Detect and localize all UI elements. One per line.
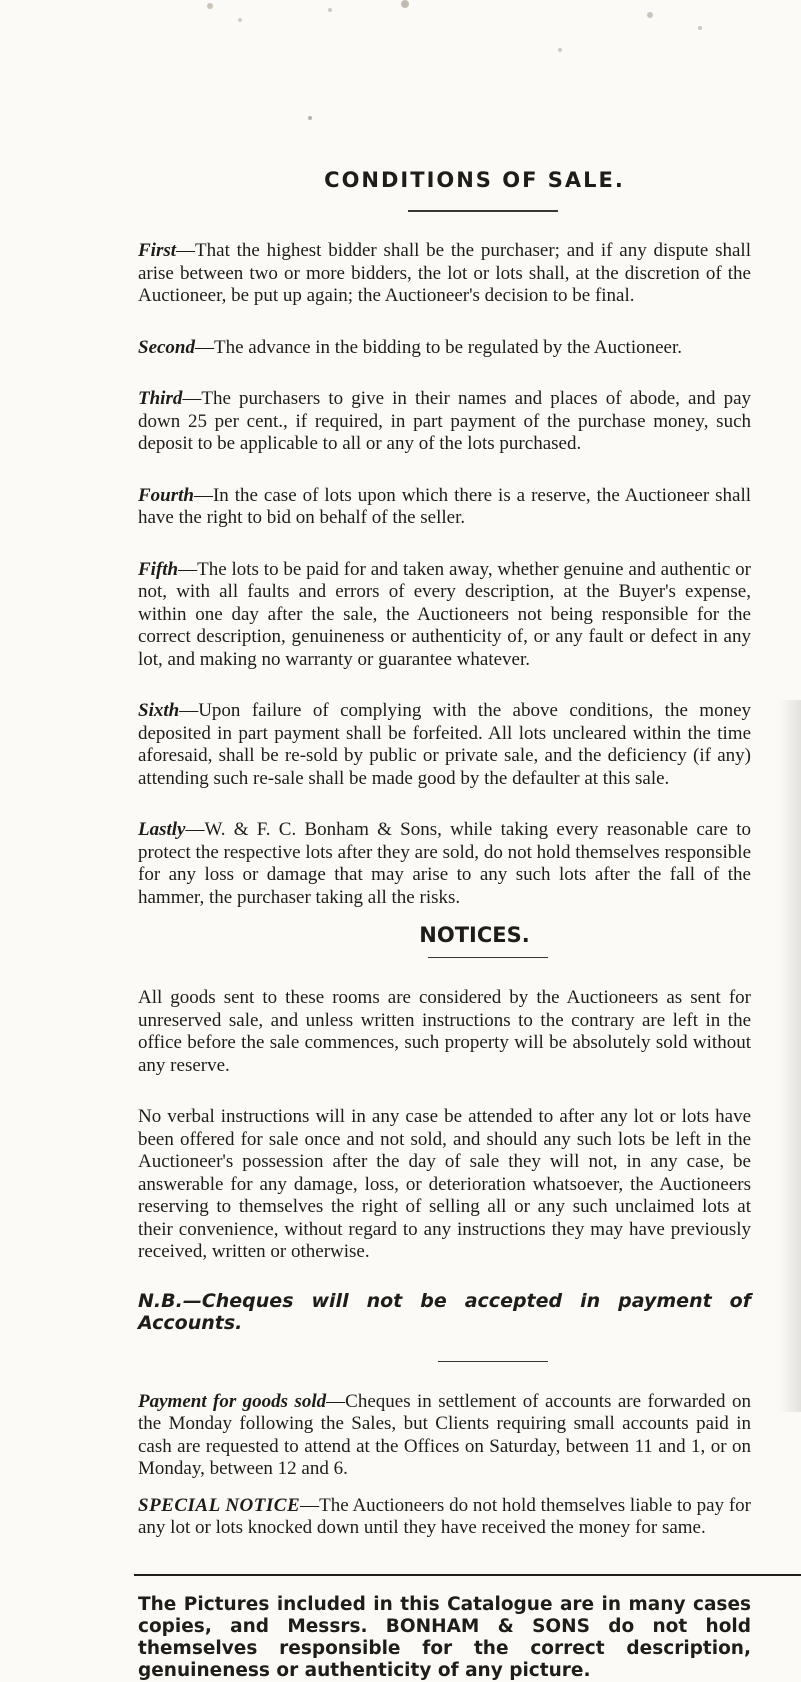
- condition-fifth: [138, 559, 751, 672]
- condition-lead: Lastly: [138, 819, 186, 840]
- conditions-list: [138, 240, 751, 909]
- condition-text: —Upon failure of complying with the above conditions, the money deposited in part payment shall be forfeited. All lots uncleared within the time aforesaid, shall be re-sold by public or private sale, and the deficiency (if any) attending such re-sale shall be made good by the defaulter at this sale.: [138, 700, 751, 789]
- cheques-notice: N.B.—Cheques will not be accepted in payment of Accounts.: [138, 1289, 751, 1334]
- condition-lead: Fourth: [138, 484, 194, 506]
- condition-fourth: [138, 485, 751, 530]
- condition-text: —W. & F. C. Bonham & Sons, while taking every reasonable care to protect the respective lots after they are sold, do not hold themselves responsible for any loss or damage that may arise to any such lots after the fall of the hammer, the purchaser taking all the risks.: [138, 819, 751, 908]
- payment-text: —Cheques in settlement of accounts are forwarded on the Monday following the Sales, but Clients requiring small accounts paid in cash are requested to attend at the Offices on Saturday, between 11 and 1, or on Monday, between 12 and 6.: [138, 1390, 751, 1479]
- condition-lead: Fifth: [138, 558, 179, 580]
- notices-divider: [428, 957, 548, 958]
- notice-verbal-instructions: No verbal instructions will in any case be attended to after any lot or lots have been offered for sale once and not sold, and should any such lots be left in the Auctioneer's possession after the day of sale they will not, in any case, be answerable for any damage, loss, or deterioration whatsoever, the Auctioneers reserving to themselves the right of selling all or any such unclaimed lots at their convenience, without regard to any instructions they may have previously received, written or otherwise.: [138, 1106, 751, 1262]
- special-notice: [138, 1495, 751, 1540]
- condition-lead: Second: [138, 336, 195, 358]
- condition-text: —In the case of lots upon which there is a reserve, the Auctioneer shall have the right to bid on behalf of the seller.: [138, 484, 751, 528]
- condition-text: —That the highest bidder shall be the purchaser; and if any dispute shall arise between two or more bidders, the lot or lots shall, at the discretion of the Auctioneer, be put up again; the Auctioneer's decision to be final.: [138, 240, 751, 306]
- condition-lead: Third: [138, 388, 183, 409]
- condition-lastly: [138, 819, 751, 909]
- condition-text: —The lots to be paid for and taken away, whether genuine and authentic or not, with all faults and errors of every description, at the Buyer's expense, within one day after the sale, the Auctioneers not being responsible for the correct description, genuineness or authenticity of, or any fault or defect in any lot, and making no warranty or guarantee whatever.: [138, 558, 751, 670]
- notice-unreserved-sale: All goods sent to these rooms are considered by the Auctioneers as sent for unreserved sale, and unless written instructions to the contrary are left in the office before the sale commences, such property will be absolutely sold without any reserve.: [138, 987, 751, 1076]
- condition-second: [138, 337, 751, 360]
- pictures-disclaimer: The Pictures included in this Catalogue are in many cases copies, and Messrs. BONHAM & SONS do not hold themselves responsible for the correct description, genuineness or authenticity of any picture.: [138, 1593, 751, 1681]
- payment-lead: Payment for goods sold: [138, 1390, 327, 1412]
- special-text: —The Auctioneers do not hold themselves liable to pay for any lot or lots knocked down until they have received the money for same.: [138, 1494, 752, 1538]
- condition-lead: Sixth: [138, 700, 180, 721]
- special-lead: SPECIAL NOTICE: [138, 1494, 301, 1516]
- payment-notice: [138, 1391, 751, 1481]
- condition-sixth: [138, 700, 751, 790]
- condition-third: [138, 388, 751, 456]
- nb-divider: [438, 1361, 548, 1362]
- condition-first: [138, 240, 751, 308]
- condition-text: —The advance in the bidding to be regulated by the Auctioneer.: [195, 336, 682, 358]
- page-title: CONDITIONS OF SALE.: [324, 168, 625, 192]
- final-divider: [134, 1574, 801, 1576]
- notices-heading: NOTICES.: [419, 923, 530, 947]
- condition-text: —The purchasers to give in their names and places of abode, and pay down 25 per cent., if required, in part payment of the purchase money, such deposit to be applicable to all or any of the lots purchased.: [138, 388, 751, 454]
- title-divider: [408, 210, 558, 212]
- condition-lead: First: [138, 240, 177, 261]
